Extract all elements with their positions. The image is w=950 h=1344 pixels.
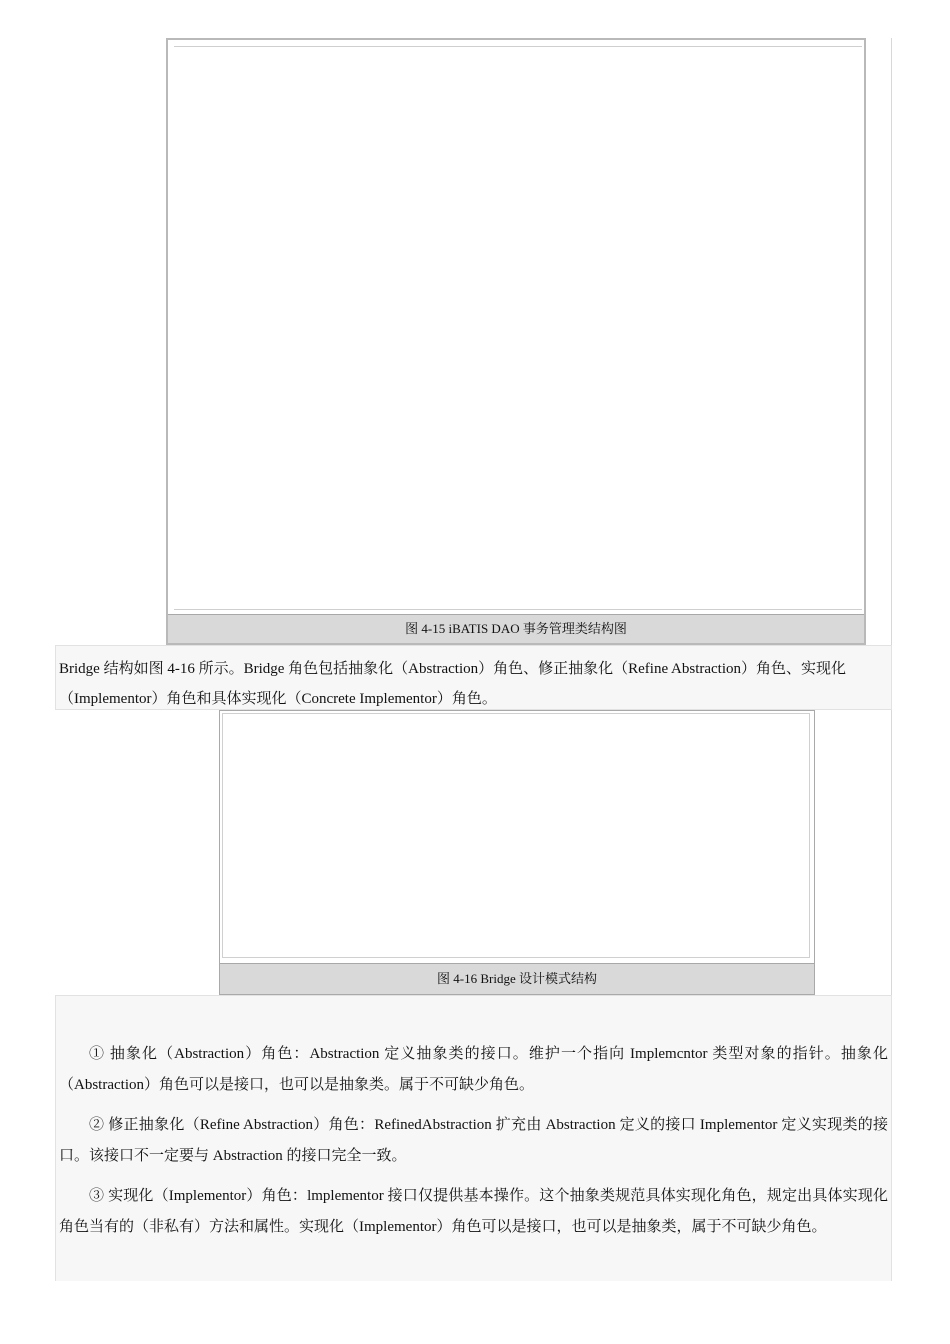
figure-4-16 bbox=[219, 710, 815, 995]
figure-4-15-caption: 图 4-15 iBATIS DAO 事务管理类结构图 bbox=[168, 614, 864, 643]
figure-4-16-caption: 图 4-16 Bridge 设计模式结构 bbox=[220, 963, 814, 994]
role-implementor-paragraph: ③ 实现化（Implementor）角色：lmplementor 接口仅提供基本操作。这个抽象类规范具体实现化角色，规定出具体实现化角色当有的（非私有）方法和属性。实现化（Implementor）角色可以是接口，也可以是抽象类，属于不可缺少角色。 bbox=[59, 1188, 888, 1235]
role-refine-abstraction-paragraph: ② 修正抽象化（Refine Abstraction）角色：RefinedAbstraction 扩充由 Abstraction 定义的接口 Implementor 定义实现类的接口。该接口不一定要与 Abstraction 的接口完全一致。 bbox=[59, 1117, 888, 1164]
figure-4-16-image-area bbox=[222, 713, 810, 958]
role-abstraction-paragraph: ① 抽象化（Abstraction）角色：Abstraction 定义抽象类的接口。维护一个指向 Implemcntor 类型对象的指针。抽象化（Abstraction）角色可以是接口，也可以是抽象类。属于不可缺少角色。 bbox=[59, 1046, 888, 1093]
bridge-intro-paragraph: Bridge 结构如图 4-16 所示。Bridge 角色包括抽象化（Abstraction）角色、修正抽象化（Refine Abstraction）角色、实现化（Implementor）角色和具体实现化（Concrete Implementor）角色。 bbox=[55, 645, 892, 710]
roles-section bbox=[55, 995, 892, 1281]
figure-4-15 bbox=[166, 38, 866, 645]
figure-4-15-image-area bbox=[174, 46, 862, 610]
